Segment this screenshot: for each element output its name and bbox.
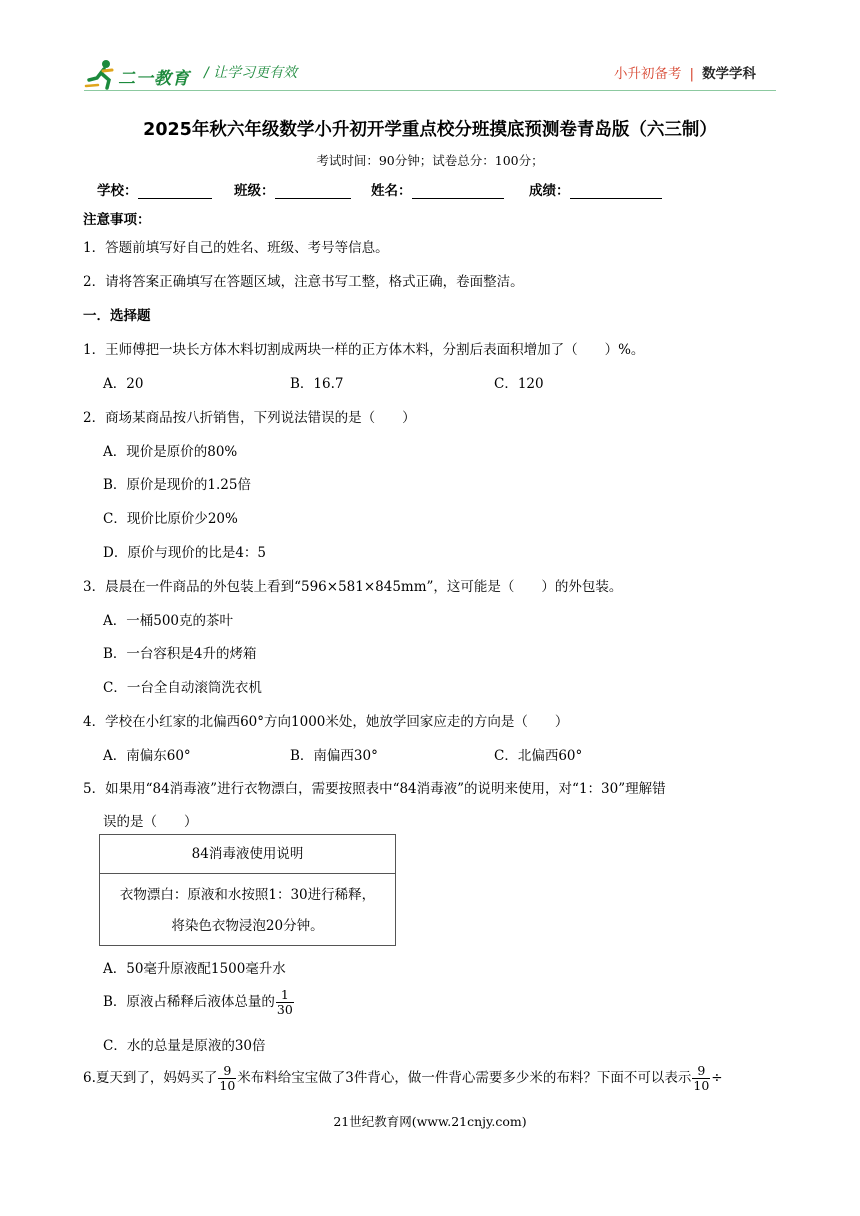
class-field[interactable] <box>234 179 351 199</box>
note-item: 1．答题前填写好自己的姓名、班级、考号等信息。 <box>83 240 389 256</box>
class-blank[interactable] <box>275 184 351 199</box>
score-blank[interactable] <box>570 184 662 199</box>
q6-text-2: 米布料给宝宝做了3件背心，做一件背心需要多少米的布料？下面不可以表示 <box>237 1070 692 1086</box>
question-6-stem <box>83 1064 723 1093</box>
fraction-numerator: 1 <box>276 988 294 1003</box>
header-category: 小升初备考 <box>614 66 682 82</box>
table-body <box>100 874 395 942</box>
q2-option-c[interactable]: C．现价比原价少20% <box>103 511 238 527</box>
school-label: 学校： <box>97 183 138 199</box>
name-label: 姓名： <box>371 183 412 199</box>
fraction <box>218 1064 236 1093</box>
q6-text-3: ÷ <box>711 1070 723 1086</box>
q2-option-d[interactable]: D．原价与现价的比是4：5 <box>103 545 267 561</box>
q5-option-b[interactable] <box>103 988 295 1017</box>
score-label: 成绩： <box>529 183 570 199</box>
header-divider <box>84 90 776 91</box>
table-line: 衣物漂白：原液和水按照1：30进行稀释， <box>119 887 376 903</box>
fraction-denominator: 30 <box>276 1002 293 1017</box>
q5-option-b-text: B．原液占稀释后液体总量的 <box>103 994 275 1010</box>
name-field[interactable] <box>371 179 504 199</box>
name-blank[interactable] <box>412 184 504 199</box>
question-5-stem-cont: 误的是（ ） <box>103 814 198 830</box>
question-2-stem: 2．商场某商品按八折销售，下列说法错误的是（ ） <box>83 410 416 426</box>
instructions-table <box>99 834 396 946</box>
notes-heading: 注意事项： <box>83 212 151 228</box>
fraction-numerator: 9 <box>218 1064 236 1079</box>
fraction-numerator: 9 <box>692 1064 710 1079</box>
q5-option-a[interactable]: A．50毫升原液配1500毫升水 <box>103 961 286 977</box>
q5-option-c[interactable]: C．水的总量是原液的30倍 <box>103 1038 266 1054</box>
question-5-stem: 5．如果用“84消毒液”进行衣物漂白，需要按照表中“84消毒液”的说明来使用，对“1：30”理解错 <box>83 781 666 797</box>
note-item: 2．请将答案正确填写在答题区域，注意书写工整，格式正确，卷面整洁。 <box>83 274 524 290</box>
q6-text-1: 6.夏天到了，妈妈买了 <box>83 1070 218 1086</box>
q3-option-b[interactable]: B．一台容积是4升的烤箱 <box>103 646 257 662</box>
header-subject-label: 数学学科 <box>702 66 757 82</box>
fraction-denominator: 10 <box>219 1078 236 1093</box>
fraction <box>692 1064 710 1093</box>
section-heading: 一．选择题 <box>83 308 151 324</box>
fraction <box>276 988 294 1017</box>
question-1-stem: 1．王师傅把一块长方体木料切割成两块一样的正方体木料，分割后表面积增加了（ ）%。 <box>83 342 645 358</box>
logo <box>84 58 189 90</box>
q1-option-c[interactable]: C．120 <box>494 376 544 392</box>
school-field[interactable] <box>97 179 212 199</box>
q4-option-b[interactable]: B．南偏西30° <box>290 748 378 764</box>
class-label: 班级： <box>234 183 275 199</box>
score-field[interactable] <box>529 179 662 199</box>
q1-option-a[interactable]: A．20 <box>103 376 144 392</box>
q3-option-a[interactable]: A．一桶500克的茶叶 <box>103 613 234 629</box>
q4-option-c[interactable]: C．北偏西60° <box>494 748 583 764</box>
question-3-stem: 3．晨晨在一件商品的外包装上看到“596×581×845mm”，这可能是（ ）的外包装。 <box>83 579 623 595</box>
exam-info: 考试时间：90分钟；试卷总分：100分； <box>316 153 544 168</box>
runner-logo-icon <box>84 58 118 90</box>
table-header: 84消毒液使用说明 <box>100 835 395 874</box>
q3-option-c[interactable]: C．一台全自动滚筒洗衣机 <box>103 680 262 696</box>
header-subject <box>614 62 756 82</box>
question-4-stem: 4．学校在小红家的北偏西60°方向1000米处，她放学回家应走的方向是（ ） <box>83 714 569 730</box>
header-separator: | <box>689 66 695 82</box>
fraction-denominator: 10 <box>693 1078 710 1093</box>
q2-option-a[interactable]: A．现价是原价的80% <box>103 444 238 460</box>
logo-text: 二一教育 <box>118 69 190 89</box>
slogan: / 让学习更有效 <box>204 65 298 81</box>
table-line: 将染色衣物浸泡20分钟。 <box>171 918 324 934</box>
q4-option-a[interactable]: A．南偏东60° <box>103 748 191 764</box>
page-title: 2025年秋六年级数学小升初开学重点校分班摸底预测卷青岛版（六三制） <box>143 120 717 140</box>
q2-option-b[interactable]: B．原价是现价的1.25倍 <box>103 477 251 493</box>
q1-option-b[interactable]: B．16.7 <box>290 376 344 392</box>
school-blank[interactable] <box>138 184 212 199</box>
page-footer: 21世纪教育网(www.21cnjy.com) <box>333 1114 527 1129</box>
